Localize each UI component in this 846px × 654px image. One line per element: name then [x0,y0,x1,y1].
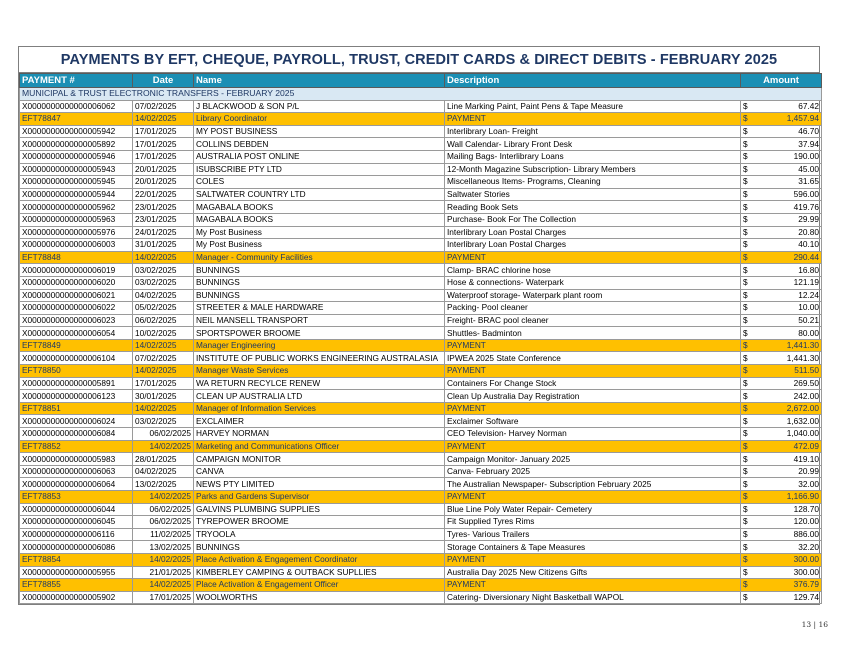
payment-cell: X0000000000000005942 [20,125,133,138]
date-cell: 14/02/2025 [133,365,194,378]
description-cell: Interlibrary Loan- Freight [445,125,741,138]
currency-cell: $ [741,516,755,529]
currency-cell: $ [741,226,755,239]
name-cell: CANVA [194,465,445,478]
date-cell: 14/02/2025 [133,440,194,453]
amount-cell: 12.24 [755,289,822,302]
eft-summary-row [20,113,822,126]
name-cell: MAGABALA BOOKS [194,201,445,214]
description-cell: Wall Calendar- Library Front Desk [445,138,741,151]
payment-cell: X0000000000000005892 [20,138,133,151]
payment-cell: X0000000000000006045 [20,516,133,529]
payment-cell: X0000000000000006116 [20,528,133,541]
table-row [20,415,822,428]
description-cell: PAYMENT [445,402,741,415]
currency-cell: $ [741,465,755,478]
description-cell: Freight- BRAC pool cleaner [445,314,741,327]
currency-cell: $ [741,503,755,516]
name-cell: Marketing and Communications Officer [194,440,445,453]
description-cell: Reading Book Sets [445,201,741,214]
currency-cell: $ [741,276,755,289]
eft-summary-row [20,491,822,504]
date-cell: 24/01/2025 [133,226,194,239]
name-cell: AUSTRALIA POST ONLINE [194,150,445,163]
payment-cell: EFT78848 [20,251,133,264]
date-cell: 04/02/2025 [133,465,194,478]
payments-report [18,46,820,605]
name-cell: Parks and Gardens Supervisor [194,491,445,504]
name-cell: STREETER & MALE HARDWARE [194,302,445,315]
description-cell: 12-Month Magazine Subscription- Library Members [445,163,741,176]
description-cell: PAYMENT [445,113,741,126]
name-cell: Manager of Information Services [194,402,445,415]
amount-cell: 20.80 [755,226,822,239]
amount-cell: 31.65 [755,176,822,189]
date-cell: 06/02/2025 [133,428,194,441]
header-payment: PAYMENT # [20,74,133,88]
currency-cell: $ [741,239,755,252]
payment-cell: X0000000000000006019 [20,264,133,277]
currency-cell: $ [741,138,755,151]
amount-cell: 1,166.90 [755,491,822,504]
payment-cell: EFT78847 [20,113,133,126]
date-cell: 17/01/2025 [133,125,194,138]
table-row [20,327,822,340]
amount-cell: 300.00 [755,566,822,579]
amount-cell: 129.74 [755,591,822,604]
table-row [20,100,822,113]
currency-cell: $ [741,541,755,554]
currency-cell: $ [741,528,755,541]
amount-cell: 1,040.00 [755,428,822,441]
amount-cell: 10.00 [755,302,822,315]
payment-cell: X0000000000000005945 [20,176,133,189]
table-row [20,302,822,315]
header-date: Date [133,74,194,88]
table-row [20,163,822,176]
name-cell: TYREPOWER BROOME [194,516,445,529]
description-cell: PAYMENT [445,491,741,504]
name-cell: CAMPAIGN MONITOR [194,453,445,466]
amount-cell: 1,441.30 [755,352,822,365]
currency-cell: $ [741,415,755,428]
name-cell: BUNNINGS [194,541,445,554]
payment-cell: X0000000000000005891 [20,377,133,390]
name-cell: COLES [194,176,445,189]
currency-cell: $ [741,314,755,327]
payment-cell: X0000000000000005946 [20,150,133,163]
payment-cell: X0000000000000006064 [20,478,133,491]
currency-cell: $ [741,390,755,403]
date-cell: 07/02/2025 [133,100,194,113]
currency-cell: $ [741,365,755,378]
date-cell: 23/01/2025 [133,213,194,226]
date-cell: 21/01/2025 [133,566,194,579]
name-cell: EXCLAIMER [194,415,445,428]
table-row [20,566,822,579]
payment-cell: X0000000000000005943 [20,163,133,176]
date-cell: 22/01/2025 [133,188,194,201]
table-row [20,428,822,441]
payment-cell: EFT78855 [20,579,133,592]
amount-cell: 67.42 [755,100,822,113]
name-cell: HARVEY NORMAN [194,428,445,441]
description-cell: Campaign Monitor- January 2025 [445,453,741,466]
payment-cell: X0000000000000005983 [20,453,133,466]
description-cell: PAYMENT [445,579,741,592]
table-row [20,226,822,239]
table-row [20,478,822,491]
description-cell: Clamp- BRAC chlorine hose [445,264,741,277]
table-row [20,503,822,516]
amount-cell: 20.99 [755,465,822,478]
currency-cell: $ [741,188,755,201]
currency-cell: $ [741,478,755,491]
description-cell: Tyres- Various Trailers [445,528,741,541]
description-cell: Line Marking Paint, Paint Pens & Tape Measure [445,100,741,113]
currency-cell: $ [741,491,755,504]
section-row [20,88,822,101]
name-cell: J BLACKWOOD & SON P/L [194,100,445,113]
date-cell: 20/01/2025 [133,163,194,176]
date-cell: 14/02/2025 [133,339,194,352]
table-row [20,213,822,226]
date-cell: 13/02/2025 [133,541,194,554]
name-cell: BUNNINGS [194,289,445,302]
currency-cell: $ [741,289,755,302]
currency-cell: $ [741,579,755,592]
date-cell: 10/02/2025 [133,327,194,340]
amount-cell: 242.00 [755,390,822,403]
currency-cell: $ [741,251,755,264]
date-cell: 06/02/2025 [133,516,194,529]
amount-cell: 120.00 [755,516,822,529]
currency-cell: $ [741,150,755,163]
name-cell: INSTITUTE OF PUBLIC WORKS ENGINEERING AUSTRALASIA [194,352,445,365]
date-cell: 14/02/2025 [133,553,194,566]
description-cell: Containers For Change Stock [445,377,741,390]
description-cell: Exclaimer Software [445,415,741,428]
name-cell: GALVINS PLUMBING SUPPLIES [194,503,445,516]
description-cell: Australia Day 2025 New Citizens Gifts [445,566,741,579]
payment-cell: X0000000000000006024 [20,415,133,428]
amount-cell: 290.44 [755,251,822,264]
currency-cell: $ [741,201,755,214]
payment-cell: EFT78851 [20,402,133,415]
table-row [20,276,822,289]
table-row [20,541,822,554]
payment-cell: X0000000000000006054 [20,327,133,340]
currency-cell: $ [741,453,755,466]
name-cell: CLEAN UP AUSTRALIA LTD [194,390,445,403]
header-amount: Amount [741,74,822,88]
description-cell: Canva- February 2025 [445,465,741,478]
amount-cell: 1,457.94 [755,113,822,126]
currency-cell: $ [741,428,755,441]
currency-cell: $ [741,566,755,579]
name-cell: Place Activation & Engagement Coordinator [194,553,445,566]
amount-cell: 37.94 [755,138,822,151]
description-cell: PAYMENT [445,365,741,378]
currency-cell: $ [741,553,755,566]
amount-cell: 128.70 [755,503,822,516]
payment-cell: X0000000000000006123 [20,390,133,403]
date-cell: 20/01/2025 [133,176,194,189]
date-cell: 05/02/2025 [133,302,194,315]
table-row [20,188,822,201]
table-row [20,390,822,403]
date-cell: 17/01/2025 [133,138,194,151]
table-row [20,239,822,252]
amount-cell: 32.00 [755,478,822,491]
table-row [20,591,822,604]
date-cell: 03/02/2025 [133,264,194,277]
amount-cell: 419.76 [755,201,822,214]
description-cell: Waterproof storage- Waterpark plant room [445,289,741,302]
currency-cell: $ [741,125,755,138]
table-row [20,201,822,214]
name-cell: Library Coordinator [194,113,445,126]
header-name: Name [194,74,445,88]
currency-cell: $ [741,302,755,315]
table-row [20,125,822,138]
amount-cell: 121.19 [755,276,822,289]
table-row [20,516,822,529]
amount-cell: 45.00 [755,163,822,176]
name-cell: WA RETURN RECYLCE RENEW [194,377,445,390]
description-cell: Purchase- Book For The Collection [445,213,741,226]
description-cell: Catering- Diversionary Night Basketball WAPOL [445,591,741,604]
date-cell: 30/01/2025 [133,390,194,403]
amount-cell: 269.50 [755,377,822,390]
payment-cell: X0000000000000006022 [20,302,133,315]
date-cell: 28/01/2025 [133,453,194,466]
description-cell: PAYMENT [445,251,741,264]
table-row [20,289,822,302]
amount-cell: 376.79 [755,579,822,592]
payment-cell: EFT78854 [20,553,133,566]
description-cell: PAYMENT [445,553,741,566]
currency-cell: $ [741,339,755,352]
date-cell: 23/01/2025 [133,201,194,214]
description-cell: Interlibrary Loan Postal Charges [445,239,741,252]
date-cell: 06/02/2025 [133,503,194,516]
description-cell: Fit Supplied Tyres Rims [445,516,741,529]
date-cell: 04/02/2025 [133,289,194,302]
payment-cell: X0000000000000006062 [20,100,133,113]
description-cell: Interlibrary Loan Postal Charges [445,226,741,239]
eft-summary-row [20,553,822,566]
name-cell: WOOLWORTHS [194,591,445,604]
table-row [20,377,822,390]
table-row [20,264,822,277]
eft-summary-row [20,251,822,264]
amount-cell: 50.21 [755,314,822,327]
amount-cell: 32.20 [755,541,822,554]
date-cell: 14/02/2025 [133,251,194,264]
date-cell: 14/02/2025 [133,113,194,126]
eft-summary-row [20,440,822,453]
currency-cell: $ [741,377,755,390]
currency-cell: $ [741,264,755,277]
payment-cell: X0000000000000005976 [20,226,133,239]
report-title: PAYMENTS BY EFT, CHEQUE, PAYROLL, TRUST, CREDIT CARDS & DIRECT DEBITS - FEBRUARY 2025 [19,47,819,73]
payment-cell: EFT78850 [20,365,133,378]
name-cell: My Post Business [194,226,445,239]
payment-cell: X0000000000000006086 [20,541,133,554]
table-row [20,138,822,151]
payments-table [19,73,822,604]
description-cell: PAYMENT [445,440,741,453]
name-cell: BUNNINGS [194,276,445,289]
description-cell: Blue Line Poly Water Repair- Cemetery [445,503,741,516]
name-cell: SPORTSPOWER BROOME [194,327,445,340]
payment-cell: X0000000000000006020 [20,276,133,289]
amount-cell: 16.80 [755,264,822,277]
payment-cell: EFT78849 [20,339,133,352]
amount-cell: 886.00 [755,528,822,541]
description-cell: Saltwater Stories [445,188,741,201]
eft-summary-row [20,402,822,415]
date-cell: 14/02/2025 [133,491,194,504]
amount-cell: 596.00 [755,188,822,201]
description-cell: Storage Containers & Tape Measures [445,541,741,554]
date-cell: 31/01/2025 [133,239,194,252]
payment-cell: X0000000000000006021 [20,289,133,302]
payment-cell: X0000000000000006003 [20,239,133,252]
table-row [20,314,822,327]
page-number: 13 | 16 [801,620,828,629]
payment-cell: X0000000000000005955 [20,566,133,579]
amount-cell: 190.00 [755,150,822,163]
currency-cell: $ [741,402,755,415]
payment-cell: EFT78853 [20,491,133,504]
name-cell: NEWS PTY LIMITED [194,478,445,491]
name-cell: MY POST BUSINESS [194,125,445,138]
amount-cell: 29.99 [755,213,822,226]
date-cell: 17/01/2025 [133,377,194,390]
date-cell: 07/02/2025 [133,352,194,365]
date-cell: 03/02/2025 [133,415,194,428]
name-cell: Place Activation & Engagement Officer [194,579,445,592]
table-row [20,528,822,541]
name-cell: My Post Business [194,239,445,252]
payment-cell: X0000000000000005962 [20,201,133,214]
table-row [20,176,822,189]
description-cell: The Australian Newspaper- Subscription February 2025 [445,478,741,491]
payment-cell: X0000000000000006104 [20,352,133,365]
payment-cell: X0000000000000006023 [20,314,133,327]
name-cell: Manager Waste Services [194,365,445,378]
currency-cell: $ [741,100,755,113]
currency-cell: $ [741,352,755,365]
currency-cell: $ [741,163,755,176]
table-row [20,352,822,365]
name-cell: BUNNINGS [194,264,445,277]
table-row [20,465,822,478]
description-cell: IPWEA 2025 State Conference [445,352,741,365]
date-cell: 11/02/2025 [133,528,194,541]
amount-cell: 511.50 [755,365,822,378]
payment-cell: X0000000000000006063 [20,465,133,478]
description-cell: Packing- Pool cleaner [445,302,741,315]
section-label: MUNICIPAL & TRUST ELECTRONIC TRANSFERS - FEBRUARY 2025 [20,88,822,101]
name-cell: NEIL MANSELL TRANSPORT [194,314,445,327]
header-description: Description [445,74,741,88]
table-row [20,150,822,163]
currency-cell: $ [741,591,755,604]
payment-cell: EFT78852 [20,440,133,453]
eft-summary-row [20,579,822,592]
payment-cell: X0000000000000006084 [20,428,133,441]
payment-cell: X0000000000000005902 [20,591,133,604]
name-cell: KIMBERLEY CAMPING & OUTBACK SUPLLIES [194,566,445,579]
date-cell: 14/02/2025 [133,579,194,592]
description-cell: Hose & connections- Waterpark [445,276,741,289]
currency-cell: $ [741,440,755,453]
currency-cell: $ [741,176,755,189]
date-cell: 03/02/2025 [133,276,194,289]
description-cell: Miscellaneous Items- Programs, Cleaning [445,176,741,189]
currency-cell: $ [741,113,755,126]
eft-summary-row [20,339,822,352]
name-cell: TRYOOLA [194,528,445,541]
eft-summary-row [20,365,822,378]
name-cell: ISUBSCRIBE PTY LTD [194,163,445,176]
name-cell: MAGABALA BOOKS [194,213,445,226]
date-cell: 14/02/2025 [133,402,194,415]
table-header-row [20,74,822,88]
description-cell: Clean Up Australia Day Registration [445,390,741,403]
name-cell: Manager Engineering [194,339,445,352]
name-cell: SALTWATER COUNTRY LTD [194,188,445,201]
date-cell: 06/02/2025 [133,314,194,327]
amount-cell: 2,672.00 [755,402,822,415]
amount-cell: 1,441.30 [755,339,822,352]
payment-cell: X0000000000000006044 [20,503,133,516]
amount-cell: 1,632.00 [755,415,822,428]
amount-cell: 80.00 [755,327,822,340]
name-cell: Manager - Community Facilities [194,251,445,264]
date-cell: 13/02/2025 [133,478,194,491]
table-row [20,453,822,466]
currency-cell: $ [741,213,755,226]
amount-cell: 472.09 [755,440,822,453]
description-cell: PAYMENT [445,339,741,352]
description-cell: Shuttles- Badminton [445,327,741,340]
amount-cell: 40.10 [755,239,822,252]
date-cell: 17/01/2025 [133,150,194,163]
payment-cell: X0000000000000005944 [20,188,133,201]
name-cell: COLLINS DEBDEN [194,138,445,151]
description-cell: Mailing Bags- Interlibrary Loans [445,150,741,163]
description-cell: CEO Television- Harvey Norman [445,428,741,441]
amount-cell: 300.00 [755,553,822,566]
currency-cell: $ [741,327,755,340]
amount-cell: 419.10 [755,453,822,466]
date-cell: 17/01/2025 [133,591,194,604]
payment-cell: X0000000000000005963 [20,213,133,226]
amount-cell: 46.70 [755,125,822,138]
